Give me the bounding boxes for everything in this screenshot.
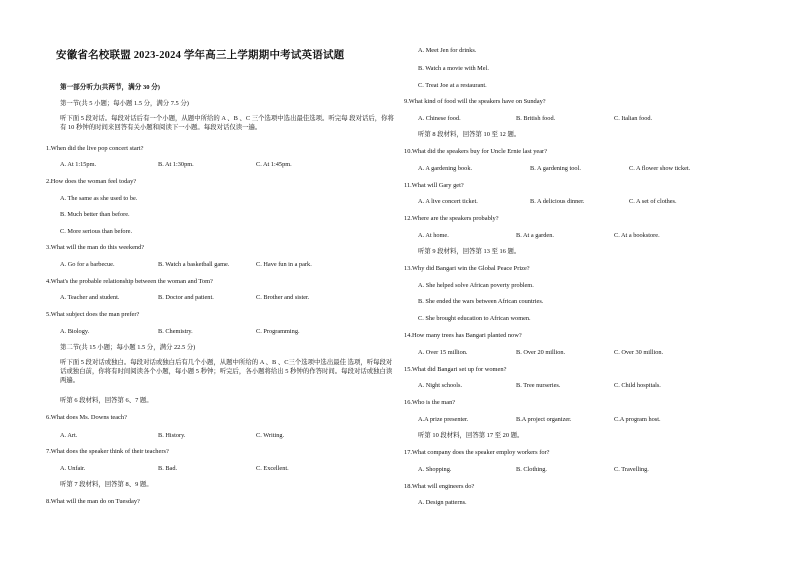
q2-option-c: C. More serious than before. [60, 228, 133, 235]
listen-cue-8: 听第 8 段材料，回答第 10 至 12 题。 [418, 131, 521, 138]
question-18: 18.What will engineers do? [404, 483, 475, 490]
q3-option-b: B. Watch a basketball game. [158, 261, 230, 268]
question-8: 8.What will the man do on Tuesday? [46, 498, 140, 505]
section1-instructions: 听下面 5 段对话。每段对话后有一个小题，从题中所给的 A 、B 、C 三个选项中选出最佳选项。听完每 段对话后，你将有 10 秒钟的时间来回答有关小题和阅读下一小题。每段对话仅读一遍。 [60, 115, 394, 131]
q9-option-a: A. Chinese food. [418, 115, 461, 122]
q9-option-c: C. Italian food. [614, 115, 653, 122]
q16-option-c: C.A program host. [614, 416, 661, 423]
question-3: 3.What will the man do this weekend? [46, 244, 145, 251]
q11-option-c: C. A set of clothes. [629, 198, 677, 205]
q15-option-b: B. Tree nurseries. [516, 382, 561, 389]
q11-option-b: B. A delicious dinner. [530, 198, 585, 205]
q9-option-b: B. British food. [516, 115, 556, 122]
listen-cue-6: 听第 6 段材料，回答第 6、7 题。 [60, 397, 153, 404]
q2-option-a: A. The same as she used to be. [60, 195, 138, 202]
q10-option-c: C. A flower show ticket. [629, 165, 691, 172]
q13-option-b: B. She ended the wars between African countries. [418, 298, 544, 305]
question-1: 1.When did the live pop concert start? [46, 145, 144, 152]
q8-option-a: A. Meet Jen for drinks. [418, 47, 477, 54]
q14-option-c: C. Over 30 million. [614, 349, 664, 356]
question-5: 5.What subject does the man prefer? [46, 311, 140, 318]
q8-option-b: B. Watch a movie with Mel. [418, 65, 489, 72]
q4-option-b: B. Doctor and patient. [158, 294, 214, 301]
question-4: 4.What's the probable relationship between the woman and Tom? [46, 278, 213, 285]
q17-option-b: B. Clothing. [516, 466, 547, 473]
q5-option-c: C. Programming. [256, 328, 300, 335]
q13-option-c: C. She brought education to African women. [418, 315, 531, 322]
q1-option-b: B. At 1:30pm. [158, 161, 194, 168]
q15-option-c: C. Child hospitals. [614, 382, 661, 389]
q12-option-a: A. At home. [418, 232, 449, 239]
q4-option-c: C. Brother and sister. [256, 294, 310, 301]
q13-option-a: A. She helped solve African poverty problem. [418, 282, 534, 289]
q1-option-a: A. At 1:15pm. [60, 161, 97, 168]
q18-option-a: A. Design patterns. [418, 499, 467, 506]
q14-option-b: B. Over 20 million. [516, 349, 566, 356]
q12-option-c: C. At a bookstore. [614, 232, 660, 239]
listen-cue-10: 听第 10 段材料，回答第 17 至 20 题。 [418, 432, 524, 439]
page-title: 安徽省名校联盟 2023-2024 学年高三上学期期中考试英语试题 [56, 50, 345, 61]
q3-option-a: A. Go for a barbecue. [60, 261, 115, 268]
question-10: 10.What did the speakers buy for Uncle Ernie last year? [404, 148, 548, 155]
q7-option-a: A. Unfair. [60, 465, 86, 472]
q17-option-a: A. Shopping. [418, 466, 452, 473]
q10-option-b: B. A gardening tool. [530, 165, 581, 172]
q5-option-a: A. Biology. [60, 328, 90, 335]
question-6: 6.What does Ms. Downs teach? [46, 414, 127, 421]
question-12: 12.Where are the speakers probably? [404, 215, 499, 222]
q6-option-c: C. Writing. [256, 432, 285, 439]
section2-heading: 第二节(共 15 小题；每小题 1.5 分，满分 22.5 分) [60, 344, 196, 351]
listen-cue-9: 听第 9 段材料，回答第 13 至 16 题。 [418, 248, 521, 255]
question-2: 2.How does the woman feel today? [46, 178, 137, 185]
question-16: 16.Who is the man? [404, 399, 456, 406]
q2-option-b: B. Much better than before. [60, 211, 130, 218]
q7-option-b: B. Bad. [158, 465, 178, 472]
q1-option-c: C. At 1:45pm. [256, 161, 292, 168]
question-9: 9.What kind of food will the speakers have on Sunday? [404, 98, 546, 105]
q5-option-b: B. Chemistry. [158, 328, 193, 335]
q10-option-a: A. A gardening book. [418, 165, 473, 172]
q6-option-a: A. Art. [60, 432, 78, 439]
section2-instructions: 听下面 5 段对话或独白。每段对话或独白后有几个小题，从题中所给的 A 、B 、C三个选项中选出最佳 选项，听每段对话或独白前，你将有时间阅读各个小题，每小题 5 秒钟；听完后，各小题将给出 5 秒钟的作答时间。每段对话或独白读两遍。 [60, 359, 393, 384]
question-14: 14.How many trees has Bangari planted now? [404, 332, 522, 339]
question-7: 7.What does the speaker think of their teachers? [46, 448, 169, 455]
q14-option-a: A. Over 15 million. [418, 349, 468, 356]
question-17: 17.What company does the speaker employ workers for? [404, 449, 550, 456]
question-11: 11.What will Gary get? [404, 182, 464, 189]
q4-option-a: A. Teacher and student. [60, 294, 120, 301]
question-13: 13.Why did Bangari win the Global Peace Prize? [404, 265, 530, 272]
part1-heading: 第一部分听力(共两节，满分 30 分) [60, 84, 161, 91]
section1-heading: 第一节(共 5 小题；每小题 1.5 分，满分 7.5 分) [60, 100, 189, 107]
q3-option-c: C. Have fun in a park. [256, 261, 312, 268]
q8-option-c: C. Treat Joe at a restaurant. [418, 82, 487, 89]
listen-cue-7: 听第 7 段材料，回答第 8、9 题。 [60, 481, 153, 488]
q16-option-b: B.A project organizer. [516, 416, 572, 423]
q11-option-a: A. A live concert ticket. [418, 198, 478, 205]
q12-option-b: B. At a garden. [516, 232, 554, 239]
question-15: 15.What did Bangari set up for women? [404, 366, 507, 373]
q6-option-b: B. History. [158, 432, 186, 439]
q7-option-c: C. Excellent. [256, 465, 289, 472]
q15-option-a: A. Night schools. [418, 382, 463, 389]
q16-option-a: A.A prize presenter. [418, 416, 469, 423]
q17-option-c: C. Travelling. [614, 466, 649, 473]
